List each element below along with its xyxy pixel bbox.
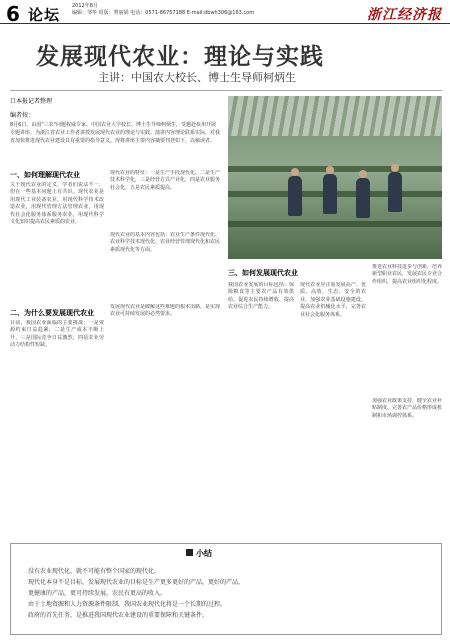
section-heading-1: 一、如何理解现代农业 [10, 171, 80, 179]
summary-line: 没有农业现代化，就不可能有整个国家的现代化。 [28, 568, 161, 575]
square-bullet-icon [186, 549, 193, 556]
section-heading-2: 二、为什么要发展现代农业 [10, 309, 94, 317]
newspaper-masthead: 浙江经济报 [367, 7, 442, 23]
byline: 口本报记者整理 [10, 98, 53, 105]
section-3-paragraph-3: 推进农业科技进步与创新，培养新型职业农民，发展农民专业合作组织，提高农业组织化程度。 [372, 264, 442, 285]
summary-line: 更健康的产品，更可持续发展，农民有更高的收入。 [28, 590, 167, 597]
summary-line: 由于土地资源和人力资源条件限制，我国农业现代化将是一个长期的过程。 [28, 601, 227, 608]
article-title: 发展现代农业：理论与实践 [36, 44, 324, 70]
section-3-paragraph-1: 我国农业发展的目标包括：保障粮食等主要农产品有效供给、促进农民持续增收、提高农业综合生产能力。 [228, 282, 294, 311]
section-heading-3: 三、如何发展现代农业 [228, 269, 298, 277]
section-1-paragraph-3: 现代农业的基本内容包括：农业生产条件现代化、农业科学技术现代化、农业经营管理现代化和农民素质现代化等方面。 [110, 232, 220, 253]
summary-line: 政府的首先任务，是推进我国现代农业建设的重要保障和关键条件。 [28, 612, 209, 619]
summary-text [28, 566, 424, 621]
article-subtitle: 主讲：中国农大校长、博士生导师柯炳生 [98, 71, 296, 84]
section-2-paragraph-1: 目前，我国农业面临的主要挑战：一是资源约束日益趋紧，二是生产成本不断上升，三是国际竞争日益激烈，四是农业劳动力结构性短缺。 [10, 320, 104, 349]
section-name: 论坛 [28, 6, 61, 24]
summary-line: 现代化本身不是目标，发展现代农业的目标是生产更多更好的产品，更好的产品， [28, 579, 245, 586]
section-1-paragraph-1: 关于现代农业的定义，学者们说法不一，但在一些基本问题上有共识。现代农业是用现代工业装备农业，用现代科学技术改造农业，用现代管理方法管理农业，用现代社会化服务体系服务农业，用现代科学文化知识提高农民素质的农业。 [10, 182, 104, 226]
section-3-paragraph-4: 加强农业政策支持，健全农业补贴制度，完善农产品价格形成机制和市场调控体系。 [372, 398, 442, 419]
editor-contact: 编辑：邹华 组版：曹丽娟 电话：0571-86757188 E-mail:dbwh306@163.com [72, 10, 255, 16]
editor-note-label: 编者按： [10, 112, 35, 119]
greenhouse-photo [228, 96, 442, 259]
summary-title: 小结 [196, 549, 212, 558]
page-header [0, 0, 450, 24]
section-2-paragraph-2: 发展现代农业是破解这些难题的根本出路，是实现农业可持续发展的必然要求。 [110, 304, 220, 318]
section-1-paragraph-2: 现代农业的特征：一是生产手段现代化，二是生产技术科学化，三是经营方式产业化，四是农业服务社会化，五是农民素质提高。 [110, 170, 220, 191]
header-meta [72, 3, 254, 17]
title-divider [10, 90, 442, 91]
section-3-paragraph-2: 现代农业应注重发展高产、优质、高效、生态、安全的农业，加强农业基础设施建设，提高农业机械化水平，完善农业社会化服务体系。 [300, 282, 366, 318]
page-number: 6 [6, 2, 20, 26]
editor-note-text: 8月6日，由国"三农"问题权威专家、中国农业大学校长、博士生导师柯炳生，受邀赴杭州开展专题讲座，为浙江省农业工作者讲授发展现代农业的理论与实践。演讲内容理论联系实际，对我省加快推进现代农业建设具有重要的指导意义。现将讲座主要内容摘要刊登如下，以飨读者。 [10, 122, 221, 144]
issue-date: 2012年8月 [72, 3, 98, 9]
